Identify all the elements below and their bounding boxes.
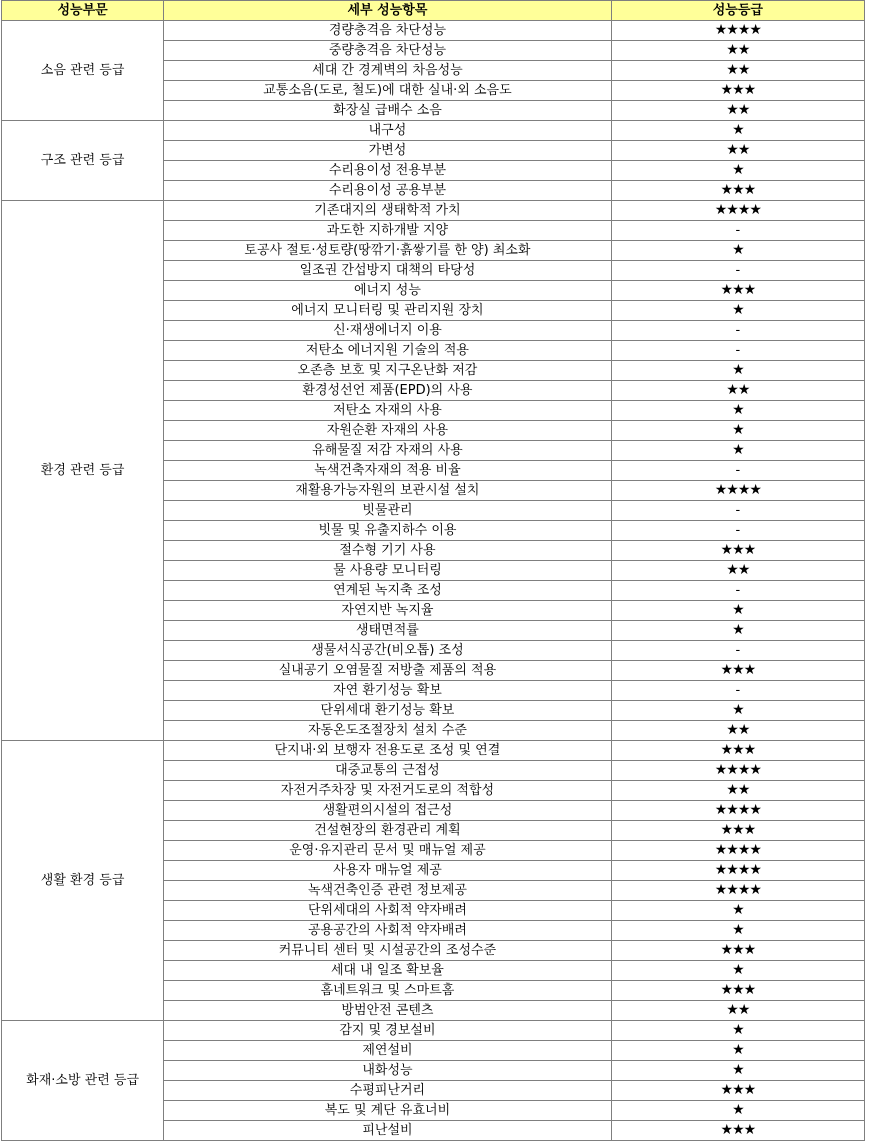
star-rating: ★★ bbox=[611, 1001, 864, 1021]
grade-dash: - bbox=[611, 221, 864, 241]
item-name-cell: 녹색건축인증 관련 정보제공 bbox=[164, 881, 612, 901]
item-name-cell: 자동온도조절장치 설치 수준 bbox=[164, 721, 612, 741]
item-name-cell: 세대 간 경계벽의 차음성능 bbox=[164, 61, 612, 81]
star-rating: ★★★ bbox=[611, 741, 864, 761]
star-rating: ★★★ bbox=[611, 821, 864, 841]
header-item: 세부 성능항목 bbox=[164, 1, 612, 21]
item-name-cell: 일조권 간섭방지 대책의 타당성 bbox=[164, 261, 612, 281]
star-rating: ★ bbox=[611, 601, 864, 621]
item-name-cell: 토공사 절토·성토량(땅깎기·흙쌓기를 한 양) 최소화 bbox=[164, 241, 612, 261]
item-name-cell: 자원순환 자재의 사용 bbox=[164, 421, 612, 441]
grade-dash: - bbox=[611, 461, 864, 481]
item-name-cell: 재활용가능자원의 보관시설 설치 bbox=[164, 481, 612, 501]
item-name-cell: 저탄소 자재의 사용 bbox=[164, 401, 612, 421]
table-row bbox=[2, 121, 865, 141]
table-body bbox=[2, 21, 865, 1141]
star-rating: ★★★ bbox=[611, 541, 864, 561]
grade-dash: - bbox=[611, 581, 864, 601]
item-name-cell: 기존대지의 생태학적 가치 bbox=[164, 201, 612, 221]
star-rating: ★ bbox=[611, 241, 864, 261]
star-rating: ★★ bbox=[611, 141, 864, 161]
grade-dash: - bbox=[611, 521, 864, 541]
item-name-cell: 생활편의시설의 접근성 bbox=[164, 801, 612, 821]
star-rating: ★★★ bbox=[611, 81, 864, 101]
item-name-cell: 생물서식공간(비오톱) 조성 bbox=[164, 641, 612, 661]
grade-dash: - bbox=[611, 641, 864, 661]
item-name-cell: 단위세대의 사회적 약자배려 bbox=[164, 901, 612, 921]
star-rating: ★ bbox=[611, 401, 864, 421]
grade-dash: - bbox=[611, 501, 864, 521]
star-rating: ★★ bbox=[611, 781, 864, 801]
table-row bbox=[2, 201, 865, 221]
item-name-cell: 자연 환기성능 확보 bbox=[164, 681, 612, 701]
item-name-cell: 단위세대 환기성능 확보 bbox=[164, 701, 612, 721]
grade-dash: - bbox=[611, 321, 864, 341]
star-rating: ★ bbox=[611, 301, 864, 321]
category-cell: 화재·소방 관련 등급 bbox=[2, 1021, 164, 1141]
star-rating: ★★★ bbox=[611, 181, 864, 201]
header-row bbox=[2, 1, 865, 21]
item-name-cell: 연계된 녹지축 조성 bbox=[164, 581, 612, 601]
category-cell: 생활 환경 등급 bbox=[2, 741, 164, 1021]
star-rating: ★★★★ bbox=[611, 201, 864, 221]
item-name-cell: 홈네트워크 및 스마트홈 bbox=[164, 981, 612, 1001]
performance-grade-table bbox=[1, 0, 865, 1141]
item-name-cell: 에너지 모니터링 및 관리지원 장치 bbox=[164, 301, 612, 321]
star-rating: ★★★ bbox=[611, 281, 864, 301]
star-rating: ★★★★ bbox=[611, 881, 864, 901]
item-name-cell: 생태면적률 bbox=[164, 621, 612, 641]
table-row bbox=[2, 1021, 865, 1041]
table-row bbox=[2, 741, 865, 761]
star-rating: ★★★★ bbox=[611, 21, 864, 41]
item-name-cell: 자전거주차장 및 자전거도로의 적합성 bbox=[164, 781, 612, 801]
grade-dash: - bbox=[611, 341, 864, 361]
item-name-cell: 녹색건축자재의 적용 비율 bbox=[164, 461, 612, 481]
star-rating: ★ bbox=[611, 1041, 864, 1061]
item-name-cell: 저탄소 에너지원 기술의 적용 bbox=[164, 341, 612, 361]
item-name-cell: 환경성선언 제품(EPD)의 사용 bbox=[164, 381, 612, 401]
star-rating: ★ bbox=[611, 701, 864, 721]
star-rating: ★★★★ bbox=[611, 841, 864, 861]
item-name-cell: 커뮤니티 센터 및 시설공간의 조성수준 bbox=[164, 941, 612, 961]
item-name-cell: 공용공간의 사회적 약자배려 bbox=[164, 921, 612, 941]
star-rating: ★★★ bbox=[611, 1081, 864, 1101]
star-rating: ★ bbox=[611, 441, 864, 461]
item-name-cell: 제연설비 bbox=[164, 1041, 612, 1061]
star-rating: ★★★ bbox=[611, 981, 864, 1001]
header-grade: 성능등급 bbox=[611, 1, 864, 21]
star-rating: ★ bbox=[611, 901, 864, 921]
star-rating: ★ bbox=[611, 621, 864, 641]
star-rating: ★★ bbox=[611, 101, 864, 121]
star-rating: ★ bbox=[611, 421, 864, 441]
item-name-cell: 수리용이성 공용부분 bbox=[164, 181, 612, 201]
item-name-cell: 자연지반 녹지율 bbox=[164, 601, 612, 621]
star-rating: ★★★ bbox=[611, 661, 864, 681]
item-name-cell: 가변성 bbox=[164, 141, 612, 161]
table-row bbox=[2, 21, 865, 41]
item-name-cell: 복도 및 계단 유효너비 bbox=[164, 1101, 612, 1121]
category-cell: 구조 관련 등급 bbox=[2, 121, 164, 201]
item-name-cell: 빗물관리 bbox=[164, 501, 612, 521]
star-rating: ★★ bbox=[611, 381, 864, 401]
grade-dash: - bbox=[611, 681, 864, 701]
star-rating: ★★ bbox=[611, 61, 864, 81]
item-name-cell: 빗물 및 유출지하수 이용 bbox=[164, 521, 612, 541]
item-name-cell: 대중교통의 근접성 bbox=[164, 761, 612, 781]
item-name-cell: 단지내·외 보행자 전용도로 조성 및 연결 bbox=[164, 741, 612, 761]
star-rating: ★ bbox=[611, 361, 864, 381]
item-name-cell: 신·재생에너지 이용 bbox=[164, 321, 612, 341]
item-name-cell: 절수형 기기 사용 bbox=[164, 541, 612, 561]
category-cell: 환경 관련 등급 bbox=[2, 201, 164, 741]
item-name-cell: 수리용이성 전용부분 bbox=[164, 161, 612, 181]
star-rating: ★ bbox=[611, 961, 864, 981]
item-name-cell: 에너지 성능 bbox=[164, 281, 612, 301]
star-rating: ★★★★ bbox=[611, 761, 864, 781]
star-rating: ★ bbox=[611, 1101, 864, 1121]
item-name-cell: 오존층 보호 및 지구온난화 저감 bbox=[164, 361, 612, 381]
star-rating: ★★★★ bbox=[611, 861, 864, 881]
star-rating: ★ bbox=[611, 1021, 864, 1041]
star-rating: ★★ bbox=[611, 561, 864, 581]
item-name-cell: 과도한 지하개발 지양 bbox=[164, 221, 612, 241]
item-name-cell: 경량충격음 차단성능 bbox=[164, 21, 612, 41]
item-name-cell: 감지 및 경보설비 bbox=[164, 1021, 612, 1041]
item-name-cell: 물 사용량 모니터링 bbox=[164, 561, 612, 581]
item-name-cell: 교통소음(도로, 철도)에 대한 실내·외 소음도 bbox=[164, 81, 612, 101]
item-name-cell: 내화성능 bbox=[164, 1061, 612, 1081]
star-rating: ★ bbox=[611, 1061, 864, 1081]
item-name-cell: 중량충격음 차단성능 bbox=[164, 41, 612, 61]
star-rating: ★★ bbox=[611, 721, 864, 741]
item-name-cell: 유해물질 저감 자재의 사용 bbox=[164, 441, 612, 461]
header-category: 성능부문 bbox=[2, 1, 164, 21]
star-rating: ★★★ bbox=[611, 1121, 864, 1141]
star-rating: ★★ bbox=[611, 41, 864, 61]
item-name-cell: 수평피난거리 bbox=[164, 1081, 612, 1101]
star-rating: ★ bbox=[611, 161, 864, 181]
item-name-cell: 방범안전 콘텐츠 bbox=[164, 1001, 612, 1021]
item-name-cell: 운영·유지관리 문서 및 매뉴얼 제공 bbox=[164, 841, 612, 861]
item-name-cell: 건설현장의 환경관리 계획 bbox=[164, 821, 612, 841]
item-name-cell: 세대 내 일조 확보율 bbox=[164, 961, 612, 981]
star-rating: ★ bbox=[611, 921, 864, 941]
item-name-cell: 피난설비 bbox=[164, 1121, 612, 1141]
item-name-cell: 실내공기 오염물질 저방출 제품의 적용 bbox=[164, 661, 612, 681]
star-rating: ★★★★ bbox=[611, 801, 864, 821]
item-name-cell: 화장실 급배수 소음 bbox=[164, 101, 612, 121]
category-cell: 소음 관련 등급 bbox=[2, 21, 164, 121]
item-name-cell: 사용자 매뉴얼 제공 bbox=[164, 861, 612, 881]
star-rating: ★★★ bbox=[611, 941, 864, 961]
grade-dash: - bbox=[611, 261, 864, 281]
star-rating: ★★★★ bbox=[611, 481, 864, 501]
star-rating: ★ bbox=[611, 121, 864, 141]
item-name-cell: 내구성 bbox=[164, 121, 612, 141]
